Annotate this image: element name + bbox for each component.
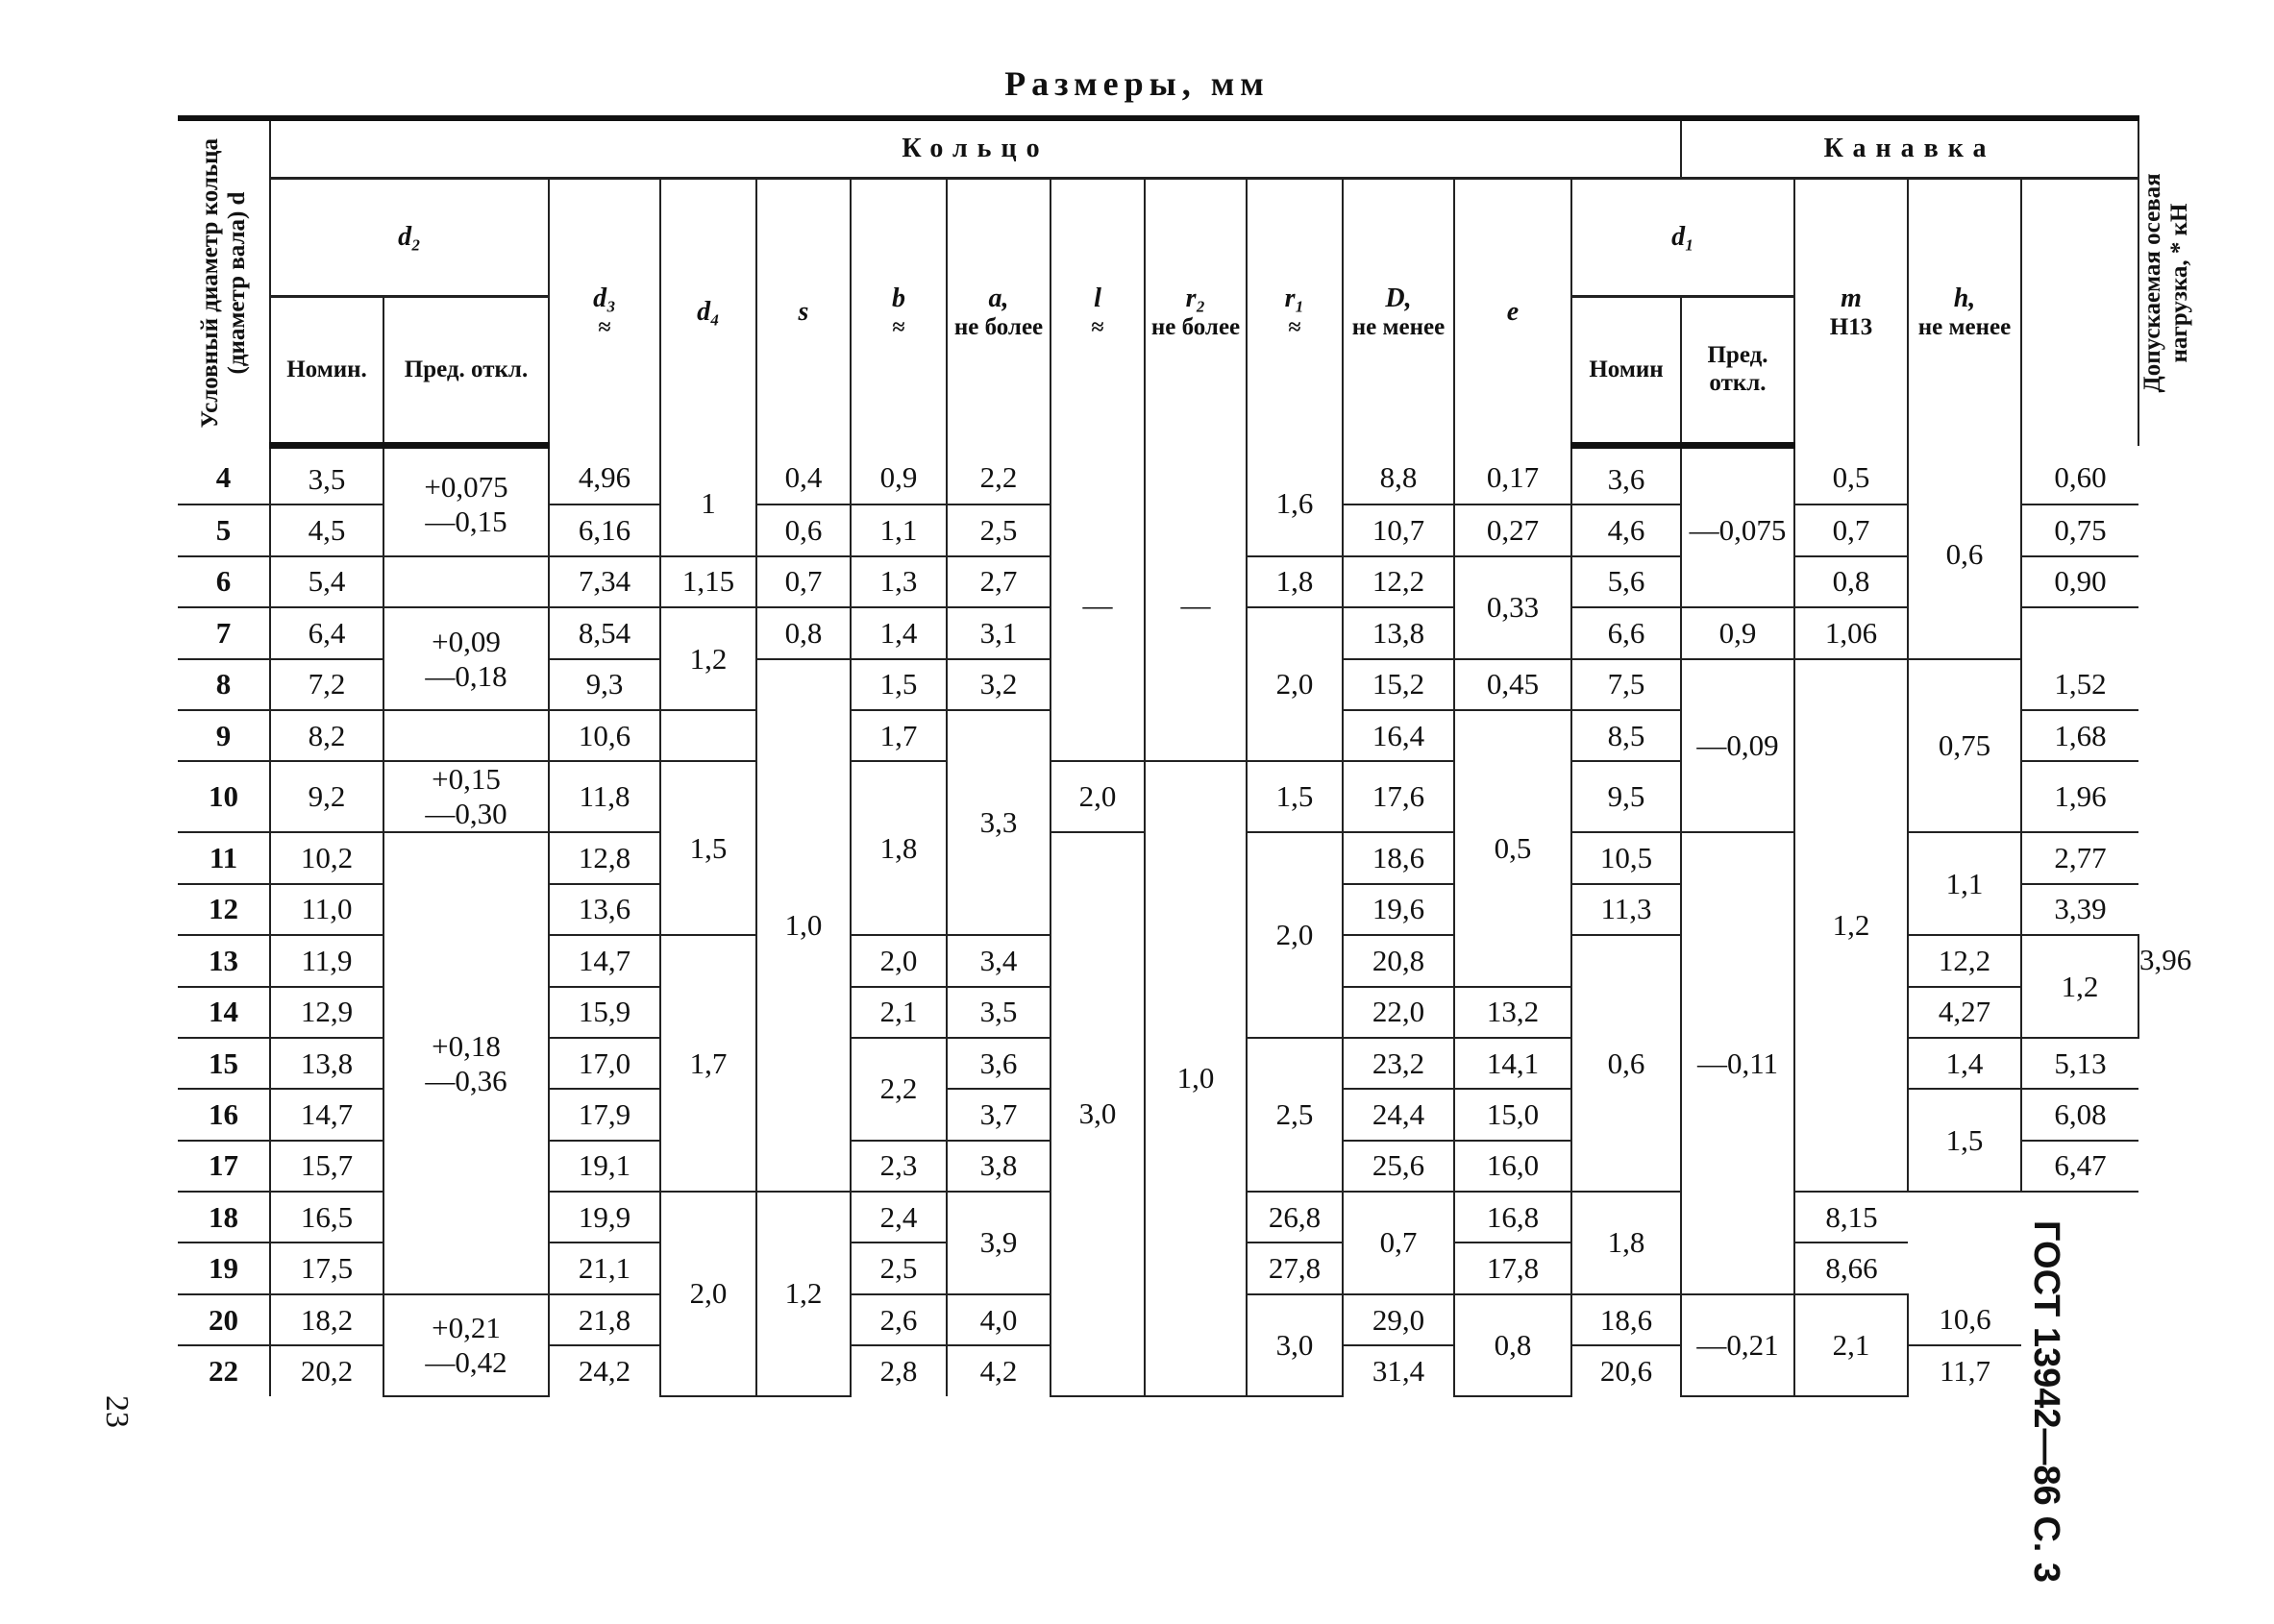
cell-d: 10: [178, 761, 270, 832]
cell-s: 0,6: [756, 504, 851, 555]
header-a: a, не более: [947, 179, 1050, 446]
cell-r1: 1,8: [1247, 556, 1343, 607]
cell-h: 2,1: [1794, 1294, 1908, 1396]
cell-d2: 13,8: [270, 1038, 383, 1089]
cell-d: 12: [178, 884, 270, 935]
cell-d2-dev: +0,075 —0,15: [383, 446, 549, 556]
cell-a: 3,2: [947, 659, 1050, 710]
cell-load: 10,6: [1908, 1294, 2021, 1345]
cell-d2: 18,2: [270, 1294, 383, 1345]
cell-h: 1,5: [1908, 1089, 2021, 1192]
cell-b: 2,6: [851, 1294, 947, 1345]
header-r2: r₂ не более: [1145, 179, 1247, 446]
cell-d3: 10,6: [549, 710, 660, 761]
cell-load: 1,52: [2021, 659, 2138, 710]
cell-d2: 10,2: [270, 832, 383, 883]
cell-d1: 14,1: [1454, 1038, 1571, 1089]
cell-a: 3,9: [947, 1192, 1050, 1294]
cell-D: 8,8: [1343, 446, 1454, 505]
cell-m: 0,9: [1681, 607, 1794, 658]
cell-d2: 6,4: [270, 607, 383, 658]
cell-a: 4,0: [947, 1294, 1050, 1345]
cell-D: 27,8: [1247, 1243, 1343, 1293]
cell-d1: 20,6: [1571, 1345, 1681, 1395]
cell-d: 13: [178, 935, 270, 986]
header-d2-deviation: Пред. откл.: [383, 297, 549, 446]
cell-d1: 5,6: [1571, 556, 1681, 607]
cell-b: 1,7: [851, 710, 947, 761]
cell-d1-dev: —0,21: [1681, 1294, 1794, 1396]
header-d2-nominal: Номин.: [270, 297, 383, 446]
cell-d3: 19,1: [549, 1141, 660, 1192]
cell-b: 2,8: [851, 1345, 947, 1395]
cell-D: 26,8: [1247, 1192, 1343, 1243]
cell-r2: 1,0: [1145, 761, 1247, 1395]
cell-d2: 12,9: [270, 987, 383, 1038]
cell-d4: 1,15: [660, 556, 756, 607]
cell-l: —: [1050, 446, 1145, 762]
cell-d2: 8,2: [270, 710, 383, 761]
cell-d2-dev: [383, 556, 549, 607]
cell-d4: 1: [660, 446, 756, 556]
cell-h: 1,2: [2021, 935, 2138, 1038]
cell-r1: 2,0: [1247, 832, 1343, 1038]
cell-e: 0,33: [1454, 556, 1571, 659]
cell-d1: 12,2: [1908, 935, 2021, 986]
cell-d: 14: [178, 987, 270, 1038]
cell-d: 22: [178, 1345, 270, 1395]
cell-load: 1,96: [2021, 761, 2138, 832]
cell-load: 0,90: [2021, 556, 2138, 607]
cell-s: 0,7: [756, 556, 851, 607]
cell-a: 2,5: [947, 504, 1050, 555]
cell-d: 4: [178, 446, 270, 505]
cell-b: 2,2: [851, 1038, 947, 1141]
cell-d2: 3,5: [270, 446, 383, 505]
cell-D: 23,2: [1343, 1038, 1454, 1089]
cell-load: 2,77: [2021, 832, 2138, 883]
cell-d: 7: [178, 607, 270, 658]
cell-d3: 6,16: [549, 504, 660, 555]
cell-a: 3,5: [947, 987, 1050, 1038]
cell-a: 3,4: [947, 935, 1050, 986]
cell-d3: 21,1: [549, 1243, 660, 1293]
cell-m: 0,7: [1794, 504, 1908, 555]
cell-h: 1,4: [1908, 1038, 2021, 1089]
cell-e: 0,7: [1343, 1192, 1454, 1294]
cell-a: 4,2: [947, 1345, 1050, 1395]
header-s: s: [756, 179, 851, 446]
cell-r1: 1,5: [1247, 761, 1343, 832]
cell-b: 2,0: [851, 935, 947, 986]
cell-d1: 15,0: [1454, 1089, 1571, 1140]
page-number: 23: [99, 1395, 135, 1428]
cell-d3: 12,8: [549, 832, 660, 883]
cell-D: 17,6: [1343, 761, 1454, 832]
cell-h: 0,6: [1908, 446, 2021, 659]
cell-d2-dev: +0,18 —0,36: [383, 832, 549, 1294]
header-D: D, не менее: [1343, 179, 1454, 446]
cell-d4: 1,7: [660, 935, 756, 1192]
cell-load: 6,47: [2021, 1141, 2138, 1192]
cell-d3: 9,3: [549, 659, 660, 710]
table-body: [178, 446, 2192, 1396]
cell-d1: 4,6: [1571, 504, 1681, 555]
cell-m: 0,8: [1794, 556, 1908, 607]
cell-load: 5,13: [2021, 1038, 2138, 1089]
cell-d2-dev: [383, 710, 549, 761]
cell-d3: 8,54: [549, 607, 660, 658]
cell-D: 22,0: [1343, 987, 1454, 1038]
header-d1-deviation: Пред. откл.: [1681, 297, 1794, 446]
cell-d2: 17,5: [270, 1243, 383, 1293]
cell-d3: 14,7: [549, 935, 660, 986]
cell-d3: 17,9: [549, 1089, 660, 1140]
header-ring: Кольцо: [270, 118, 1681, 179]
cell-d2: 7,2: [270, 659, 383, 710]
cell-b: 0,9: [851, 446, 947, 505]
cell-d2: 5,4: [270, 556, 383, 607]
cell-a: 3,7: [947, 1089, 1050, 1140]
cell-d1: 10,5: [1571, 832, 1681, 883]
cell-d1-dev: —0,075: [1681, 446, 1794, 608]
cell-load: 11,7: [1908, 1345, 2021, 1395]
cell-h: 0,75: [1908, 659, 2021, 833]
cell-m: 1,2: [1794, 659, 1908, 1193]
cell-d2: 4,5: [270, 504, 383, 555]
cell-d1: 16,0: [1454, 1141, 1571, 1192]
cell-D: 18,6: [1343, 832, 1454, 883]
cell-d3: 24,2: [549, 1345, 660, 1395]
cell-d: 16: [178, 1089, 270, 1140]
cell-d: 18: [178, 1192, 270, 1243]
cell-h: 1,8: [1571, 1192, 1681, 1294]
cell-d: 15: [178, 1038, 270, 1089]
header-d1-nominal: Номин: [1571, 297, 1681, 446]
header-r1: r₁ ≈: [1247, 179, 1343, 446]
cell-load: 8,66: [1794, 1243, 1908, 1293]
cell-d1: 18,6: [1571, 1294, 1681, 1345]
cell-d2-dev: +0,21 —0,42: [383, 1294, 549, 1396]
cell-D: 29,0: [1343, 1294, 1454, 1345]
cell-d: 8: [178, 659, 270, 710]
cell-d: 5: [178, 504, 270, 555]
cell-load: 6,08: [2021, 1089, 2138, 1140]
header-m: m H13: [1794, 179, 1908, 446]
cell-d2: 11,0: [270, 884, 383, 935]
cell-d1: 6,6: [1571, 607, 1681, 658]
cell-d1-dev: —0,11: [1681, 832, 1794, 1294]
table-row: 13 11,9 14,7 1,7 2,0 3,4 20,8 0,6 12,2 1,2 3,96: [178, 935, 2138, 986]
header-d3: d₃ ≈: [549, 179, 660, 446]
cell-d1: 11,3: [1571, 884, 1681, 935]
cell-r2: —: [1145, 446, 1247, 762]
cell-d2-dev: +0,09 —0,18: [383, 607, 549, 710]
cell-D: 13,8: [1343, 607, 1454, 658]
cell-d2: 20,2: [270, 1345, 383, 1395]
cell-D: 15,2: [1343, 659, 1454, 710]
cell-D: 24,4: [1343, 1089, 1454, 1140]
header-b: b ≈: [851, 179, 947, 446]
cell-s: 1,2: [756, 1192, 851, 1396]
cell-e: 0,5: [1454, 710, 1571, 987]
cell-e: 0,27: [1454, 504, 1571, 555]
table-row: [178, 446, 2138, 505]
cell-d2: 16,5: [270, 1192, 383, 1243]
cell-s: 0,4: [756, 446, 851, 505]
cell-d2: 9,2: [270, 761, 383, 832]
cell-D: 12,2: [1343, 556, 1454, 607]
cell-d4: 1,5: [660, 761, 756, 935]
cell-r1: 3,0: [1247, 1294, 1343, 1396]
header-d4: d₄: [660, 179, 756, 446]
cell-b: 1,4: [851, 607, 947, 658]
cell-d3: 11,8: [549, 761, 660, 832]
cell-m: 0,5: [1794, 446, 1908, 505]
cell-d: 11: [178, 832, 270, 883]
header-d: Условный диаметр кольца (диаметр вала) d: [178, 118, 270, 446]
cell-d1: 7,5: [1571, 659, 1681, 710]
cell-D: 20,8: [1343, 935, 1454, 986]
cell-d2: 14,7: [270, 1089, 383, 1140]
header-d1: d₁: [1571, 179, 1794, 297]
cell-d4: [660, 710, 756, 761]
cell-d4: 2,0: [660, 1192, 756, 1396]
cell-d4: 1,2: [660, 607, 756, 710]
cell-d: 6: [178, 556, 270, 607]
dimensions-table: Условный диаметр кольца (диаметр вала) d Кольцо Канавка Допускаемая осевая нагрузка, * кН d₂ d₃ ≈ d₄ s b ≈ a, не более l ≈ r₂ не более r₁ ≈ D, не менее e d₁ m H13 h, не менее Номин. Пред. откл. Номин Пред. откл. 4 3,5 +0,075 —0,15 4,96 1 0,4 0,9 2,2 — — 1,6 8,8 0,17 3,6 —0,075 0,5 0,6 0,60 5 4,5 6,16 0,6 1,1 2,5 10,7 0,27 4,6 0,7 0,75 6 5,4 7,34 1,15 0,7 1,3 2,7 1,8 12,2 0,33 5,6 0,8 0,90 7 6,4 +0,09 —0,18 8,54 1,2 0,8 1,4 3,1 2,0 13,8 6,6 0,9 1,06 8 7,2 9,3 1,0 1,5 3,2 15,2 0,45 7,5 —0,09 1,2 0,75 1,52 9 8,2 10,6 1,7 3,3 16,4 0,5 8,5 1,68 10 9,2 +0,15 —0,30 11,8 1,5 1,8 2,0 1,0 1,5 17,6 9,5 1,96 11 10,2 +0,18 —0,36 12,8 3,0 2,0 18,6 10,5 —0,11 1,1 2,77 12 11,0 13,6 19,6 11,3 3,39 13 11,9 14,7 1,7 2,0 3,4 20,8 0,6 12,2 1,2 3,96 14 12,9 15,9 2,1 3,5 22,0 13,2 4,27 15 13,8 17,0 2,2 3,6 2,5 23,2 14,1 1,4 5,13 16 14,7 17,9 3,7 24,4 15,0 1,5 6,08 17 15,7 19,1 2,3 3,8 25,6 16,0 6,47 18 16,5 19,9 2,0 1,2 2,4 3,9 26,8 0,7 16,8 1,8 8,15 19 17,5 21,1 2,5 27,8 17,8 8,66 20 18,2 +0,21 —0,42 21,8 2,6 4,0 3,0 29,0 0,8 18,6 —0,21 2,1 10,6 22 20,2 24,2 2,8 4,2 31,4 20,6 11,7: [178, 115, 2138, 1397]
cell-load: 0,75: [2021, 504, 2138, 555]
cell-b: 2,5: [851, 1243, 947, 1293]
cell-D: 16,4: [1343, 710, 1454, 761]
cell-a: 3,3: [947, 710, 1050, 935]
cell-d1: 8,5: [1571, 710, 1681, 761]
cell-d3: 15,9: [549, 987, 660, 1038]
cell-load: 1,68: [2021, 710, 2138, 761]
document-reference: ГОСТ 13942—86 С. 3: [2026, 1220, 2066, 1584]
cell-d3: 19,9: [549, 1192, 660, 1243]
cell-d1: 9,5: [1571, 761, 1681, 832]
cell-load: 8,15: [1794, 1192, 1908, 1243]
cell-d3: 7,34: [549, 556, 660, 607]
header-groove: Канавка: [1681, 118, 2138, 179]
cell-D: 10,7: [1343, 504, 1454, 555]
cell-d: 17: [178, 1141, 270, 1192]
cell-load: 1,06: [1794, 607, 1908, 658]
cell-d3: 13,6: [549, 884, 660, 935]
cell-r1: 2,5: [1247, 1038, 1343, 1192]
cell-D: 19,6: [1343, 884, 1454, 935]
cell-a: 3,6: [947, 1038, 1050, 1089]
cell-b: 2,1: [851, 987, 947, 1038]
header-h: h, не менее: [1908, 179, 2021, 446]
header-d2: d₂: [270, 179, 549, 297]
cell-l: 2,0: [1050, 761, 1145, 832]
cell-d1: 3,6: [1571, 446, 1681, 505]
cell-d2-dev: +0,15 —0,30: [383, 761, 549, 832]
cell-b: 1,1: [851, 504, 947, 555]
cell-a: 2,2: [947, 446, 1050, 505]
cell-b: 1,3: [851, 556, 947, 607]
cell-a: 3,1: [947, 607, 1050, 658]
cell-e: 0,6: [1571, 935, 1681, 1192]
cell-e: 0,45: [1454, 659, 1571, 710]
cell-load: 4,27: [1908, 987, 2021, 1038]
cell-r1: 1,6: [1247, 446, 1343, 556]
cell-d1-dev: —0,09: [1681, 659, 1794, 833]
cell-b: 1,5: [851, 659, 947, 710]
cell-d: 20: [178, 1294, 270, 1345]
cell-e: 0,17: [1454, 446, 1571, 505]
cell-s: 0,8: [756, 607, 851, 658]
cell-r1: 2,0: [1247, 607, 1343, 761]
cell-d: 19: [178, 1243, 270, 1293]
cell-d1: 17,8: [1454, 1243, 1571, 1293]
header-e: e: [1454, 179, 1571, 446]
header-l: l ≈: [1050, 179, 1145, 446]
cell-b: 2,4: [851, 1192, 947, 1243]
cell-d1: 13,2: [1454, 987, 1571, 1038]
cell-a: 2,7: [947, 556, 1050, 607]
cell-l: 3,0: [1050, 832, 1145, 1395]
cell-d2: 11,9: [270, 935, 383, 986]
cell-D: 31,4: [1343, 1345, 1454, 1395]
cell-b: 1,8: [851, 761, 947, 935]
cell-load: 3,39: [2021, 884, 2138, 935]
cell-a: 3,8: [947, 1141, 1050, 1192]
cell-h: 1,1: [1908, 832, 2021, 935]
cell-D: 25,6: [1343, 1141, 1454, 1192]
table-caption: Размеры, мм: [1004, 64, 1270, 103]
cell-s: 1,0: [756, 659, 851, 1193]
cell-e: 0,8: [1454, 1294, 1571, 1396]
cell-d3: 21,8: [549, 1294, 660, 1345]
cell-d: 9: [178, 710, 270, 761]
cell-load: 0,60: [2021, 446, 2138, 505]
cell-d3: 17,0: [549, 1038, 660, 1089]
cell-b: 2,3: [851, 1141, 947, 1192]
cell-d2: 15,7: [270, 1141, 383, 1192]
cell-d3: 4,96: [549, 446, 660, 505]
cell-d1: 16,8: [1454, 1192, 1571, 1243]
